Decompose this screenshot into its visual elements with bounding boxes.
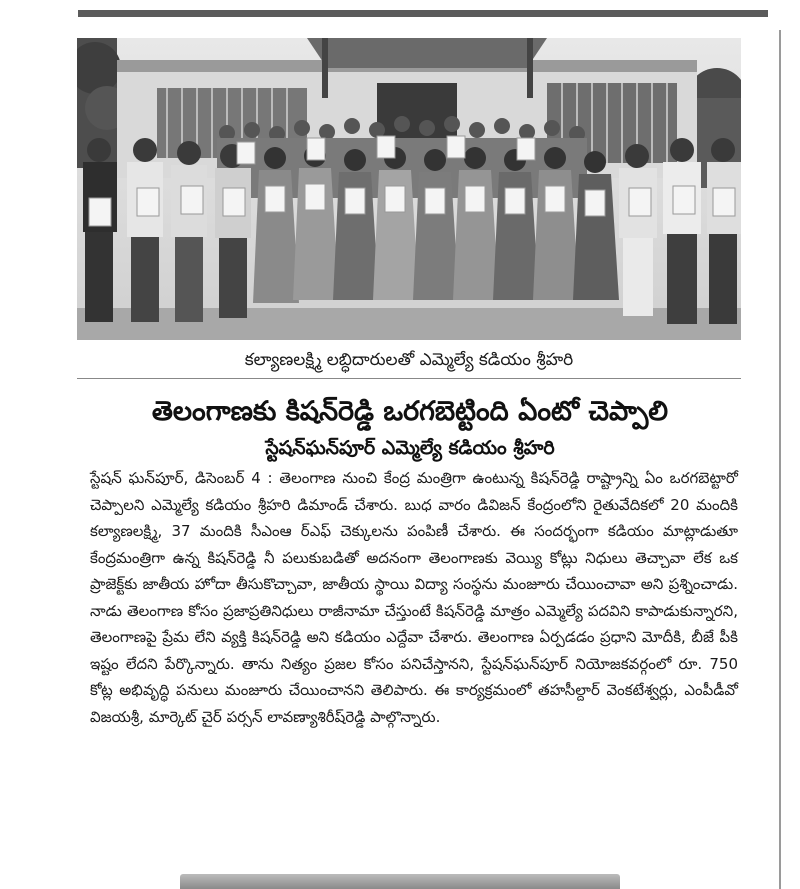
article-dateline: స్టేషన్ ఘన్‌పూర్, డిసెంబర్ 4 : [90, 469, 273, 487]
article-body [90, 465, 738, 730]
top-rule [78, 10, 768, 17]
article-body-text: తెలంగాణ నుంచి కేంద్ర మంత్రిగా ఉంటున్న కిషన్‌రెడ్డి రాష్ట్రాన్ని ఏం ఒరగబెట్టారో చెప్పాలని ఎమ్మెల్యే కడియం శ్రీహరి డిమాండ్ చేశారు. బుధ వారం డివిజన్ కేంద్రంలోని రైతువేదికలో 20 మందికి కల్యాణలక్ష్మి, 37 మందికి సీఎంఆ ర్‌ఎఫ్ చెక్కులను పంపిణీ చేశారు. ఈ సందర్భంగా కడియం మాట్లాడుతూ కేంద్రమంత్రిగా ఉన్న కిషన్‌రెడ్డి నీ పలుకుబడితో అదనంగా తెలంగాణకు వెయ్యి కోట్లు నిధులు తెచ్చావా లేక ఒక ప్రాజెక్ట్‌కు జాతీయ హోదా తీసుకొచ్చావా, జాతీయ స్థాయి విద్యా సంస్థను మంజూరు చేయించావా అని ప్రశ్నించాడు. నాడు తెలంగాణ కోసం ప్రజాప్రతినిధులు రాజీనామా చేస్తుంటే కిషన్‌రెడ్డి మాత్రం ఎమ్మెల్యే పదవిని కాపాడుకున్నారని, తెలంగాణపై ప్రేమ లేని వ్యక్తి కిషన్‌రెడ్డి అని కడియం ఎద్దేవా చేశారు. తెలంగాణ ఏర్పడడం ప్రధాని మోదీకి, బీజే పీకి ఇష్టం లేదని పేర్కొన్నారు. తాను నిత్యం ప్రజల కోసం పనిచేస్తానని, స్టేషన్‌ఘన్‌పూర్ నియోజకవర్గంలో రూ. 750 కోట్ల అభివృద్ధి పనులు మంజూరు చేయించానని తెలిపారు. ఈ కార్యక్రమంలో తహసీల్దార్ వెంకటేశ్వర్లు, ఎంపీడీవో విజయశ్రీ, మార్కెట్ చైర్ పర్సన్ లావణ్యాశిరీష్‌రెడ్డి పాల్గొన్నారు. [90, 469, 738, 726]
news-photo [77, 38, 741, 340]
photo-caption: కల్యాణలక్ష్మి లబ్ధిదారులతో ఎమ్మెల్యే కడియం శ్రీహరి [244, 350, 574, 370]
caption-divider [77, 378, 741, 379]
column-rule [779, 30, 781, 889]
group-photo-illustration [77, 38, 741, 340]
article-subheadline: స్టేషన్‌ఘన్‌పూర్ ఎమ్మెల్యే కడియం శ్రీహరి [265, 437, 555, 459]
article-headline: తెలంగాణకు కిషన్‌రెడ్డి ఒరగబెట్టింది ఏంటో చెప్పాలి [151, 396, 669, 427]
next-headline-cutoff [180, 874, 620, 889]
